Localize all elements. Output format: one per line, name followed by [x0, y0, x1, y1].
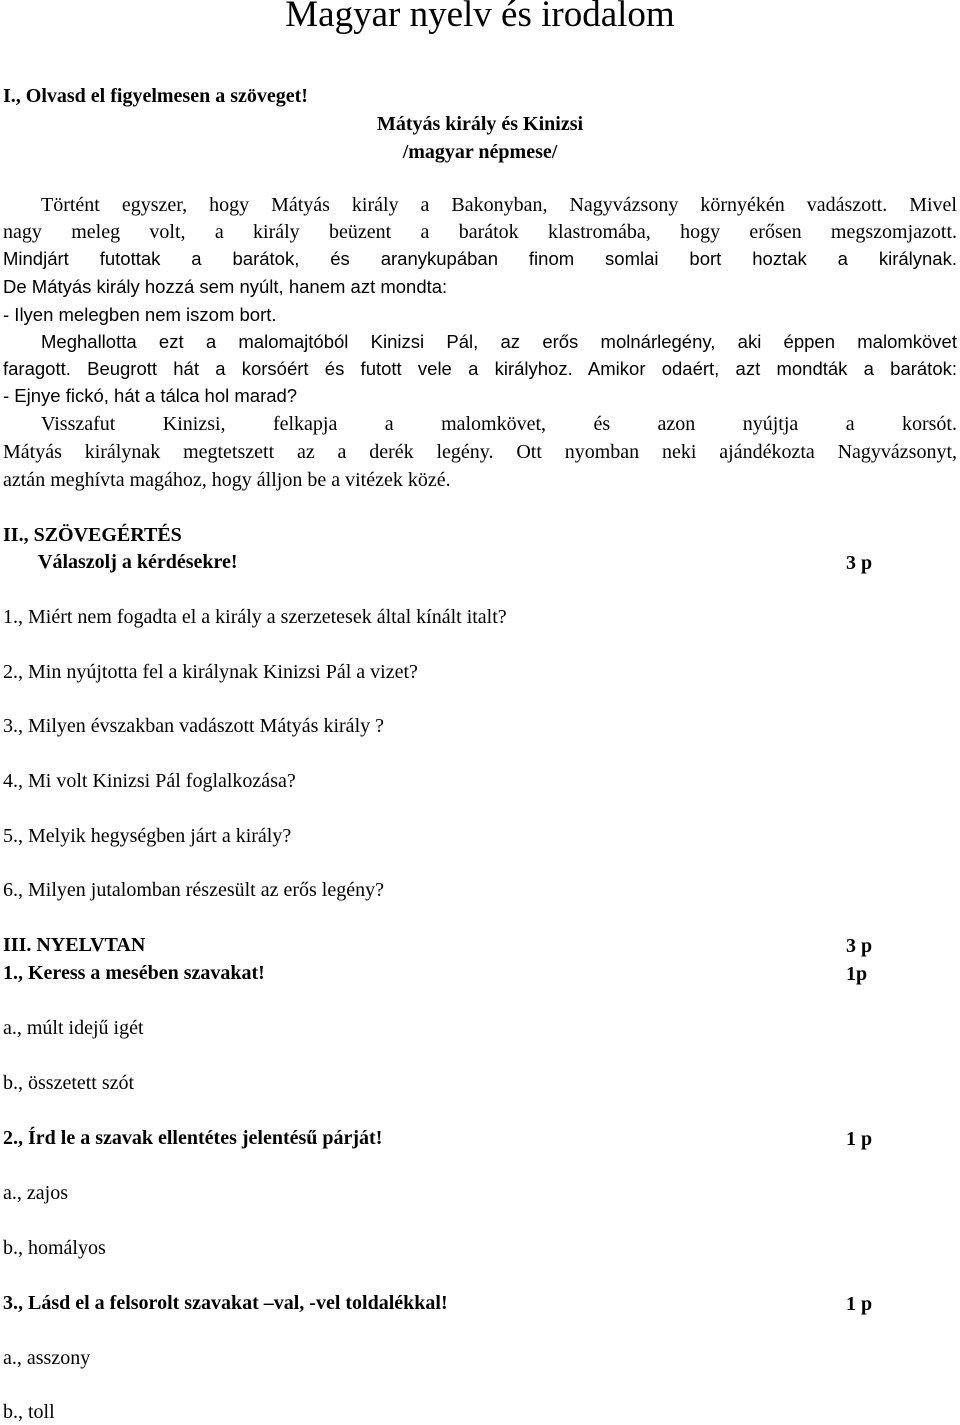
- story-line: - Ilyen melegben nem iszom bort.: [3, 304, 277, 325]
- task-item: a., múlt idejű igét: [3, 1017, 144, 1039]
- question: 1., Miért nem fogadta el a király a szerzetesek által kínált italt?: [3, 606, 507, 628]
- story-line: Mindjárt futottak a barátok, és aranykupában finom somlai bort hoztak a királynak.: [3, 248, 957, 269]
- section2-points: 3 p: [846, 552, 873, 574]
- section2-heading: II., SZÖVEGÉRTÉS: [3, 524, 182, 546]
- page-title: Magyar nyelv és irodalom: [285, 0, 675, 35]
- section1-heading: I., Olvasd el figyelmesen a szöveget!: [3, 85, 308, 107]
- task2-points: 1 p: [846, 1128, 873, 1150]
- story-line: - Ejnye fickó, hát a tálca hol marad?: [3, 385, 298, 406]
- story-line: Történt egyszer, hogy Mátyás király a Bakonyban, Nagyvázsony környékén vadászott. Mivel: [41, 194, 957, 216]
- task-item: b., összetett szót: [3, 1072, 135, 1094]
- question: 2., Min nyújtotta fel a királynak Kinizsi Pál a vizet?: [3, 661, 418, 683]
- task-item: b., toll: [3, 1401, 55, 1423]
- question: 5., Melyik hegységben járt a király?: [3, 825, 292, 847]
- story-line: nagy meleg volt, a király beüzent a barátok klastromába, hogy erősen megszomjazott.: [3, 221, 957, 243]
- task1-points: 1p: [846, 963, 868, 985]
- section2-instruction: Válaszolj a kérdésekre!: [38, 551, 238, 573]
- task1-label: 1., Keress a mesében szavakat!: [3, 962, 265, 984]
- story-line: faragott. Beugrott hát a korsóért és futott vele a királyhoz. Amikor odaért, azt mondták a barátok:: [3, 358, 957, 379]
- story-line: Mátyás királynak megtetszett az a derék legény. Ott nyomban neki ajándékozta Nagyvázsonyt,: [3, 441, 957, 463]
- task2-label: 2., Írd le a szavak ellentétes jelentésű párját!: [3, 1127, 383, 1149]
- task-item: a., zajos: [3, 1182, 68, 1204]
- task-item: b., homályos: [3, 1237, 106, 1259]
- question: 3., Milyen évszakban vadászott Mátyás király ?: [3, 715, 384, 737]
- question: 4., Mi volt Kinizsi Pál foglalkozása?: [3, 770, 296, 792]
- story-line: aztán meghívta magához, hogy álljon be a vitézek közé.: [3, 469, 451, 491]
- question: 6., Milyen jutalomban részesült az erős legény?: [3, 879, 384, 901]
- section3-heading: III. NYELVTAN: [3, 934, 146, 956]
- story-line: De Mátyás király hozzá sem nyúlt, hanem azt mondta:: [3, 276, 448, 297]
- story-line: Meghallotta ezt a malomajtóból Kinizsi Pál, az erős molnárlegény, aki éppen malomkövet: [41, 331, 957, 352]
- story-subtitle: /magyar népmese/: [402, 141, 558, 163]
- section3-points: 3 p: [846, 935, 873, 957]
- task-item: a., asszony: [3, 1347, 91, 1369]
- story-line: Visszafut Kinizsi, felkapja a malomkövet, és azon nyújtja a korsót.: [41, 413, 957, 435]
- story-title: Mátyás király és Kinizsi: [376, 113, 584, 135]
- task3-label: 3., Lásd el a felsorolt szavakat –val, -vel toldalékkal!: [3, 1292, 448, 1314]
- task3-points: 1 p: [846, 1293, 873, 1315]
